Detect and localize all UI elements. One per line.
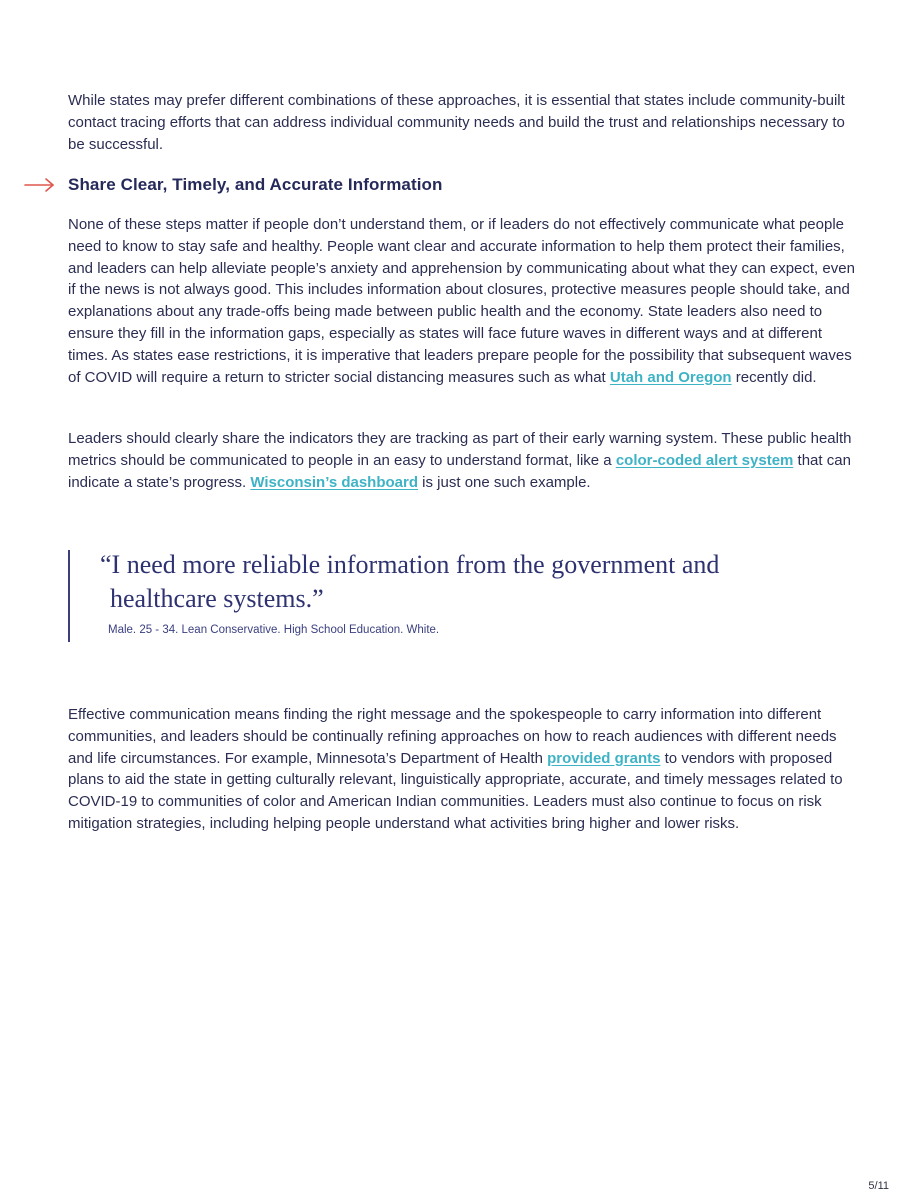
indicators-text-2: that can indicate a state’s progress. xyxy=(68,451,851,491)
quote-attribution: Male. 25 - 34. Lean Conservative. High School Education. White. xyxy=(108,624,440,636)
indicators-text-3: is just one such example. xyxy=(418,473,591,491)
section-body-text-2: recently did. xyxy=(731,368,817,386)
section-body-paragraph xyxy=(68,214,858,388)
indicators-text-1: Leaders should clearly share the indicators they are tracking as part of their early warning system. These public health metrics should be communicated to people in an easy to understand format, like a xyxy=(68,430,852,469)
indicators-paragraph xyxy=(68,428,858,493)
color-coded-alert-link[interactable]: color-coded alert system xyxy=(615,451,794,469)
pull-quote xyxy=(68,550,800,642)
quote-text: “I need more reliable information from the government and healthcare systems.” xyxy=(100,550,720,613)
intro-paragraph xyxy=(68,90,858,155)
section-heading: Share Clear, Timely, and Accurate Information xyxy=(68,175,443,194)
communication-paragraph xyxy=(68,704,858,835)
provided-grants-link[interactable]: provided grants xyxy=(547,749,661,767)
intro-text: While states may prefer different combinations of these approaches, it is essential that states include community-built contact tracing efforts that can address individual community needs and build the trust and relationships necessary to be successful. xyxy=(68,92,845,153)
page-number: 5/11 xyxy=(868,1180,889,1192)
section-heading-row xyxy=(24,172,443,198)
utah-oregon-link[interactable]: Utah and Oregon xyxy=(609,368,732,386)
arrow-right-icon xyxy=(24,177,56,193)
communication-text-2: to vendors with proposed plans to aid the state in getting culturally relevant, linguistically appropriate, accurate, and timely messages related to COVID-19 to communities of color and American Indian communities. Leaders must also continue to focus on risk mitigation strategies, including helping people understand what activities bring higher and lower risks. xyxy=(68,749,843,832)
section-body-text-1: None of these steps matter if people don’t understand them, or if leaders do not effectively communicate what people need to know to stay safe and healthy. People want clear and accurate information to help them protect their families, and leaders can help alleviate people’s anxiety and apprehension by communicating about what they can expect, even if the news is not always good. This includes information about closures, protective measures people should take, and explanations about any trade-offs being made between public health and the economy. State leaders also need to ensure they fill in the information gaps, especially as states will face future waves in different ways and at different times. As states ease restrictions, it is imperative that leaders prepare people for the possibility that subsequent waves of COVID will require a return to stricter social distancing measures such as what xyxy=(68,216,855,386)
communication-text-1: Effective communication means finding the right message and the spokespeople to carry information into different communities, and leaders should be continually refining approaches on how to reach audiences with different needs and life circumstances. For example, Minnesota’s Department of Health xyxy=(68,706,837,767)
wisconsin-dashboard-link[interactable]: Wisconsin’s dashboard xyxy=(250,473,419,491)
